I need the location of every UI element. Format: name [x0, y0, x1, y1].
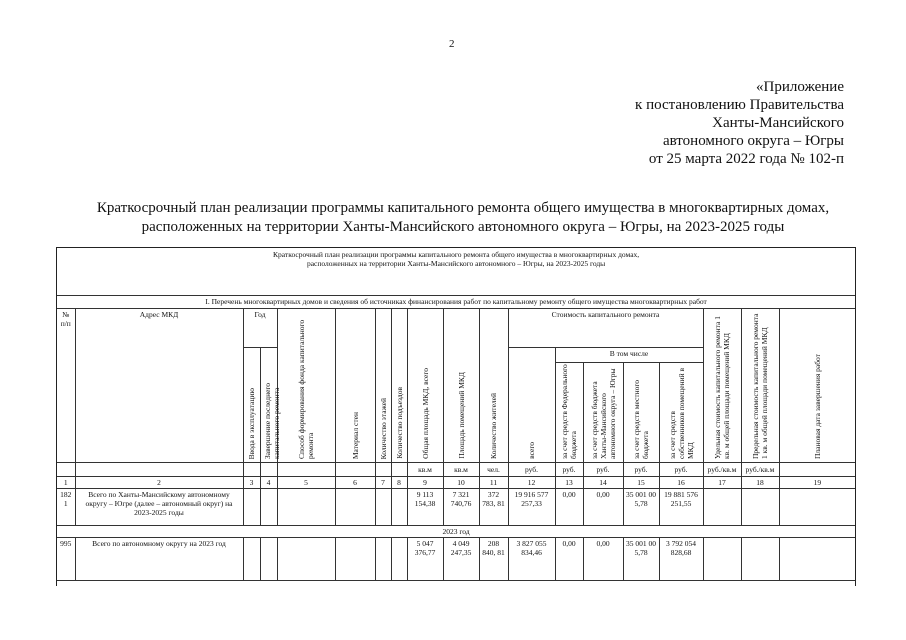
- column-numbers-row: [57, 477, 855, 489]
- header-premises-area: Площадь помещений МКД: [443, 309, 479, 463]
- header-residents: Количество жителей: [479, 309, 508, 463]
- column-number: 14: [583, 477, 623, 489]
- table-inner-title-line: Краткосрочный план реализации программы капитального ремонта общего имущества в многоквартирных домах,: [273, 250, 640, 259]
- column-number: 19: [779, 477, 855, 489]
- units-row: [57, 463, 855, 477]
- year-label: 2023 год: [57, 526, 855, 538]
- appendix-line: от 25 марта 2022 года № 102-п: [648, 151, 844, 167]
- cell-premises-area: 4 049 247,35: [443, 538, 479, 581]
- unit-cell: руб./кв.м: [703, 463, 741, 477]
- header-total-area: Общая площадь МКД, всего: [407, 309, 443, 463]
- repair-plan-table: [56, 247, 856, 586]
- unit-cell: кв.м: [407, 463, 443, 477]
- table-inner-title: [57, 248, 855, 296]
- cell-regional: 0,00: [583, 538, 623, 581]
- cell-residents: 208 840, 81: [479, 538, 508, 581]
- header-planned-date: Плановая дата завершения работ: [779, 309, 855, 463]
- column-number: 15: [623, 477, 659, 489]
- column-number: 1: [57, 477, 75, 489]
- unit-cell: руб.: [623, 463, 659, 477]
- column-number: 18: [741, 477, 779, 489]
- column-number: 9: [407, 477, 443, 489]
- column-number: 12: [508, 477, 555, 489]
- page-number: 2: [449, 38, 455, 50]
- document-title-line: расположенных на территории Ханты-Мансийского автономного округа – Югры, на 2023-2025 годы: [141, 219, 785, 235]
- column-number: 3: [243, 477, 260, 489]
- column-number: 5: [277, 477, 335, 489]
- column-number: 4: [260, 477, 277, 489]
- appendix-line: «Приложение: [755, 79, 844, 95]
- cell-address: Всего по Ханты-Мансийскому автономному округу – Югре (далее – автономный округ) на 2023-2025 годы: [75, 489, 243, 526]
- header-year-last-repair: Завершение последнего капитального ремонта: [260, 348, 277, 463]
- cell-total-area: 5 047 376,77: [407, 538, 443, 581]
- cell-residents: 372 783, 81: [479, 489, 508, 526]
- column-number: 17: [703, 477, 741, 489]
- cell-cost-total: 19 916 577 257,33: [508, 489, 555, 526]
- column-number: 2: [75, 477, 243, 489]
- header-year-commission: Ввода в эксплуатацию: [243, 348, 260, 463]
- header-floors: Количество этажей: [375, 309, 391, 463]
- cell-cost-total: 3 827 055 834,46: [508, 538, 555, 581]
- unit-cell: руб.: [508, 463, 555, 477]
- table-row: [57, 538, 855, 581]
- column-number: 7: [375, 477, 391, 489]
- appendix-line: автономного округа – Югры: [662, 133, 844, 149]
- column-number: 11: [479, 477, 508, 489]
- header-wall-material: Материал стен: [335, 309, 375, 463]
- unit-cell: руб.: [659, 463, 703, 477]
- cell-num: 1821: [57, 489, 75, 526]
- cell-local: 35 001 005,78: [623, 489, 659, 526]
- cell-num: 995: [57, 538, 75, 581]
- column-number: 6: [335, 477, 375, 489]
- table-section-title: I. Перечень многоквартирных домов и сведения об источниках финансирования работ по капитальному ремонту общего имущества многоквартирных работ: [57, 296, 855, 309]
- header-owners: за счет средств собственников помещений в МКД: [659, 363, 703, 463]
- cell-regional: 0,00: [583, 489, 623, 526]
- table-inner-title-line: расположенных на территории Ханты-Мансийского автономного – Югры, на 2023-2025 годы: [306, 259, 606, 268]
- header-unit-cost: Удельная стоимость капитального ремонта 1 кв. м общей площади помещений МКД: [703, 309, 741, 463]
- appendix-line: Ханты-Мансийского: [712, 115, 844, 131]
- cell-address: Всего по автономному округу на 2023 год: [75, 538, 243, 581]
- unit-cell: чел.: [479, 463, 508, 477]
- unit-cell: руб.: [583, 463, 623, 477]
- header-regional: за счет средств бюджета Ханты-Мансийского автономного округа – Югры: [583, 363, 623, 463]
- cell-federal: 0,00: [555, 489, 583, 526]
- header-entrances: Количество подъездов: [391, 309, 407, 463]
- unit-cell: руб./кв.м: [741, 463, 779, 477]
- header-local: за счет средств местного бюджета: [623, 363, 659, 463]
- header-num: № п/п: [57, 309, 75, 463]
- cell-local: 35 001 005,78: [623, 538, 659, 581]
- header-max-cost: Предельная стоимость капитального ремонта 1 кв. м общей площади помещений МКД: [741, 309, 779, 463]
- appendix-header: [635, 78, 844, 168]
- appendix-line: к постановлению Правительства: [635, 97, 844, 113]
- header-federal: за счет средств Федерального бюджета: [555, 363, 583, 463]
- document-title: [60, 199, 866, 237]
- table-row: [57, 489, 855, 526]
- header-cost: Стоимость капитального ремонта: [508, 309, 703, 348]
- cell-owners: 19 881 576 251,55: [659, 489, 703, 526]
- cell-owners: 3 792 054 828,68: [659, 538, 703, 581]
- header-address: Адрес МКД: [75, 309, 243, 463]
- column-number: 13: [555, 477, 583, 489]
- column-number: 16: [659, 477, 703, 489]
- header-cost-total: всего: [508, 348, 555, 463]
- cell-federal: 0,00: [555, 538, 583, 581]
- header-including: В том числе: [555, 348, 703, 363]
- document-title-line: Краткосрочный план реализации программы капитального ремонта общего имущества в многоквартирных домах,: [96, 200, 830, 216]
- header-fund-method: Способ формирования фонда капитального ремонта: [277, 309, 335, 463]
- header-year: Год: [243, 309, 277, 348]
- unit-cell: кв.м: [443, 463, 479, 477]
- cell-total-area: 9 113 154,38: [407, 489, 443, 526]
- unit-cell: руб.: [555, 463, 583, 477]
- cell-premises-area: 7 321 740,76: [443, 489, 479, 526]
- column-number: 10: [443, 477, 479, 489]
- column-number: 8: [391, 477, 407, 489]
